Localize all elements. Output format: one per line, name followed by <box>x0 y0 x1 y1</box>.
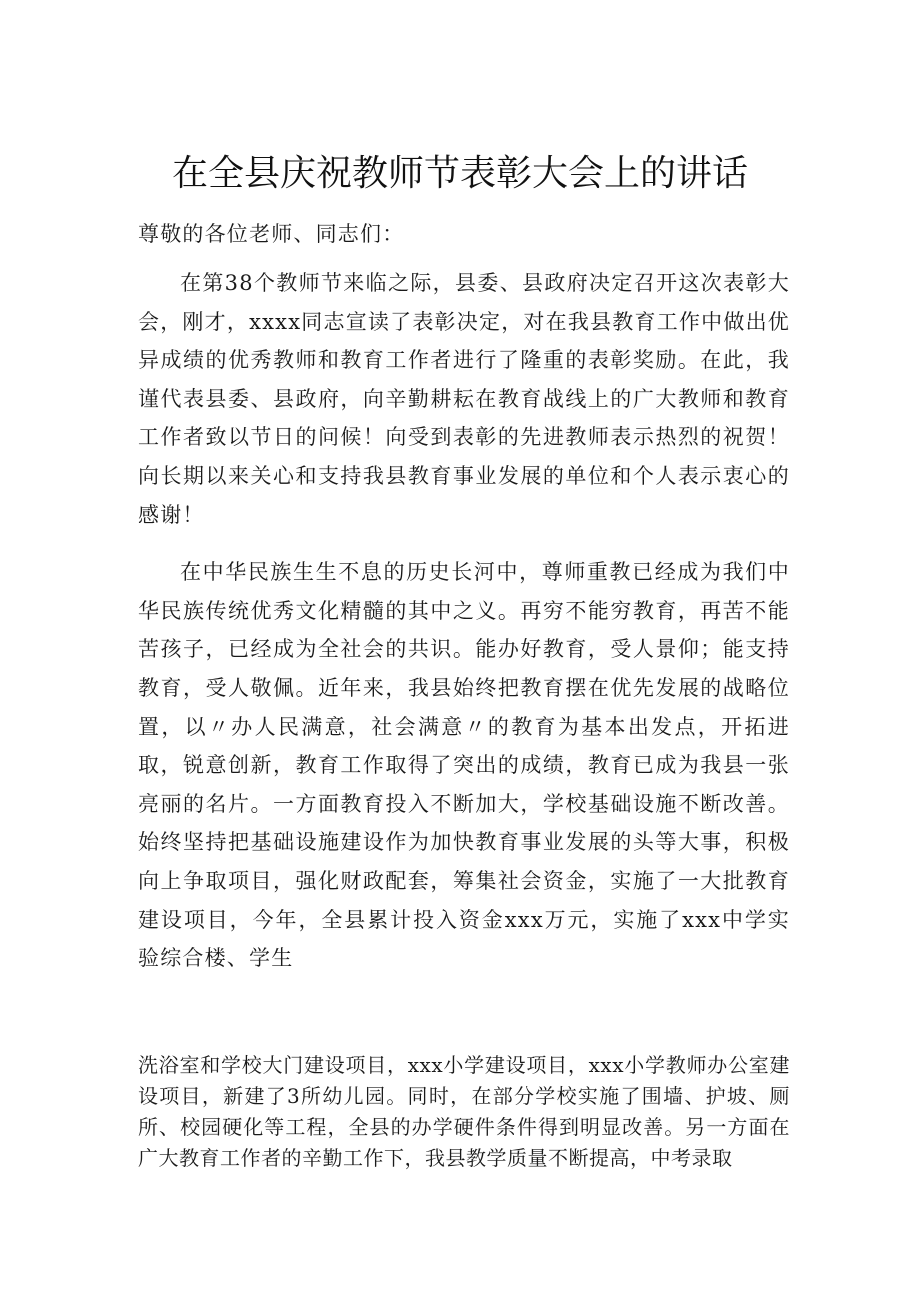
speech-body-continued <box>138 1050 790 1174</box>
salutation: 尊敬的各位老师、同志们： <box>138 222 405 246</box>
paragraph-opening: 在第38个教师节来临之际，县委、县政府决定召开这次表彰大会，刚才，xxxx同志宣读了表彰决定，对在我县教育工作中做出优异成绩的优秀教师和教育工作者进行了隆重的表彰奖励。在此，我谨代表县委、县政府，向辛勤耕耘在教育战线上的广大教师和教育工作者致以节日的问候！向受到表彰的先进教师表示热烈的祝贺！向长期以来关心和支持我县教育事业发展的单位和个人表示衷心的感谢！ <box>138 271 790 527</box>
paragraph-education-tradition: 在中华民族生生不息的历史长河中，尊师重教已经成为我们中华民族传统优秀文化精髓的其中之义。再穷不能穷教育，再苦不能苦孩子，已经成为全社会的共识。能办好教育，受人景仰；能支持教育，受人敬佩。近年来，我县始终把教育摆在优先发展的战略位置，以〃办人民满意，社会满意〃的教育为基本出发点，开拓进取，锐意创新，教育工作取得了突出的成绩，教育已成为我县一张亮丽的名片。一方面教育投入不断加大，学校基础设施不断改善。始终坚持把基础设施建设作为加快教育事业发展的头等大事，积极向上争取项目，强化财政配套，筹集社会资金，实施了一大批教育建设项目，今年，全县累计投入资金xxx万元，实施了xxx中学实验综合楼、学生 <box>138 560 790 971</box>
speech-body-main <box>138 204 790 978</box>
document-title: 在全县庆祝教师节表彰大会上的讲话 <box>171 153 748 194</box>
paragraph-continued: 洗浴室和学校大门建设项目，xxx小学建设项目，xxx小学教师办公室建设项目，新建了3所幼儿园。同时，在部分学校实施了围墙、护坡、厕所、校园硬化等工程，全县的办学硬件条件得到明显改善。另一方面在广大教育工作者的辛勤工作下，我县教学质量不断提高，中考录取 <box>138 1053 790 1170</box>
